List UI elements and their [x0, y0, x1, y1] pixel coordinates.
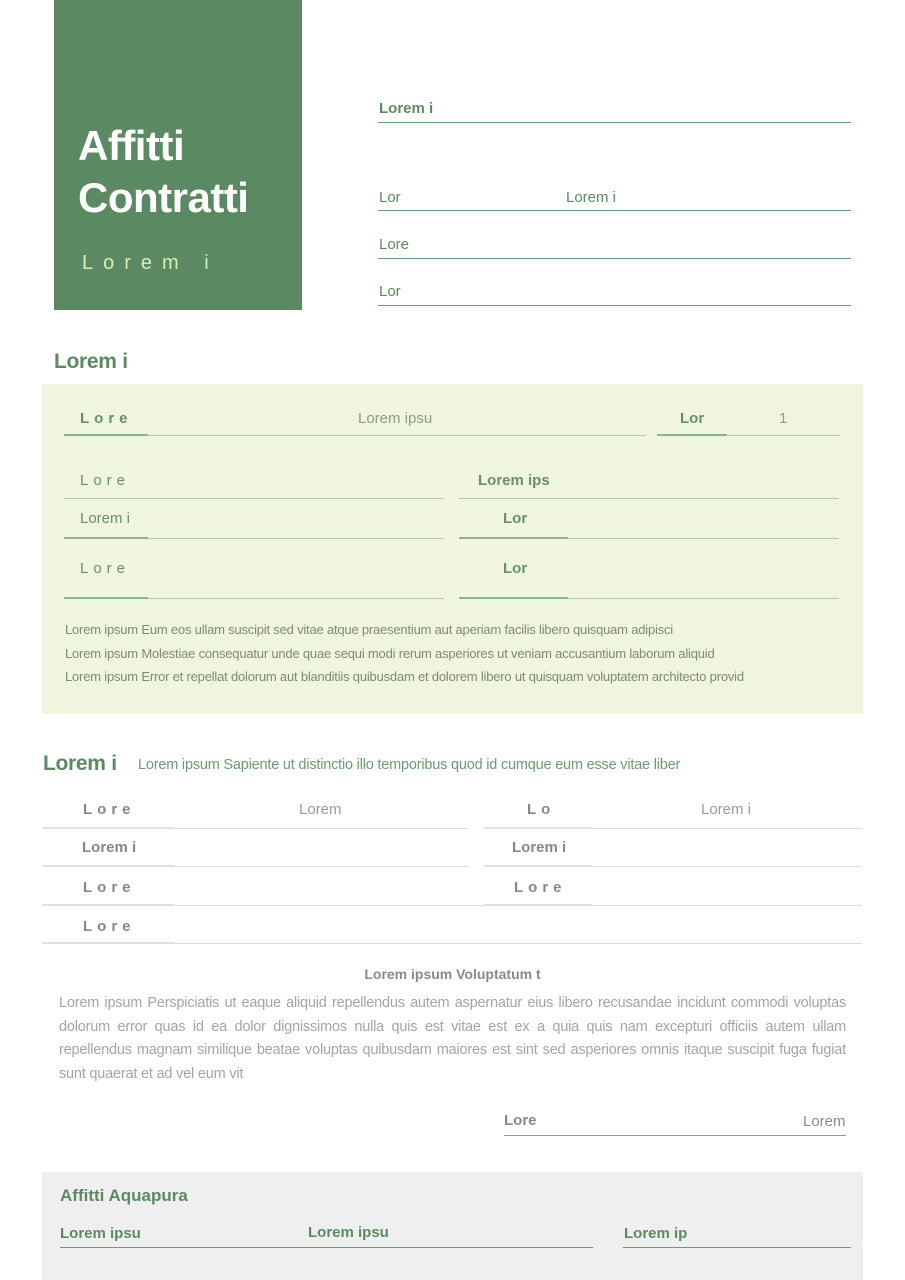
s1-row1-line-2-accent: [657, 434, 727, 436]
s2-left-2-accent: [42, 865, 174, 867]
section-2-title: Lorem i: [43, 752, 117, 775]
document-subtitle: Lorem i: [82, 252, 219, 274]
s2-right-1-accent: [484, 827, 592, 829]
title-line-1: Affitti: [78, 122, 185, 169]
s1-right-1-line[interactable]: [459, 498, 839, 499]
s1-left-2-label: Lorem i: [80, 510, 131, 527]
s2-left-1-label: Lore: [83, 801, 136, 818]
s1-right-1-label: Lorem ips: [478, 472, 550, 489]
s2-left-3-accent: [42, 904, 174, 906]
s1-row1-value[interactable]: Lorem ipsu: [358, 410, 433, 427]
header-field-2-line[interactable]: [378, 210, 851, 211]
title-line-2: Contratti: [78, 174, 249, 221]
s1-notes: [65, 618, 744, 689]
footer-title: Affitti Aquapura: [60, 1186, 188, 1205]
header-field-3-label: Lore: [379, 236, 410, 253]
s1-left-1-line[interactable]: [64, 498, 444, 499]
footer-field-1-label: Lorem ipsu: [60, 1225, 141, 1242]
header-field-1-label: Lorem i: [379, 100, 434, 117]
s1-row1-line-accent: [64, 434, 148, 436]
s1-left-3-label: Lore: [80, 560, 131, 577]
s2-right-3-accent: [484, 904, 592, 906]
signature-value[interactable]: Lorem: [803, 1113, 846, 1130]
s1-row1-label: Lore: [80, 410, 133, 427]
signature-label: Lore: [504, 1112, 537, 1129]
s2-left-4-label: Lore: [83, 918, 136, 935]
s2-right-1-label: Lo: [527, 801, 556, 818]
s2-left-1-value[interactable]: Lorem: [299, 801, 342, 818]
s1-right-3-accent: [459, 597, 568, 599]
footer-field-2-label: Lorem ipsu: [308, 1224, 389, 1241]
header-field-2-label: Lor: [379, 189, 401, 206]
s1-note-2: Lorem ipsum Molestiae consequatur unde quae sequi modi rerum asperiores ut veniam accusantium laborum aliquid: [65, 645, 715, 661]
header-field-4-label: Lor: [379, 283, 401, 300]
s1-note-3: Lorem ipsum Error et repellat dolorum aut blanditiis quibusdam et dolorem libero ut quisquam voluptatem architecto provid: [65, 669, 744, 684]
s1-right-2-accent: [459, 537, 568, 539]
header-field-3-line[interactable]: [378, 258, 851, 259]
header-field-1-line[interactable]: [378, 122, 851, 123]
s1-row1-value-2[interactable]: 1: [779, 410, 788, 427]
paragraph-title: Lorem ipsum Voluptatum t: [364, 966, 541, 982]
header-field-2-label-2: Lorem i: [566, 189, 617, 206]
section-1-title: Lorem i: [54, 350, 128, 373]
footer-line-2[interactable]: [623, 1247, 851, 1248]
s1-row1-label-2: Lor: [680, 410, 705, 427]
signature-line: [504, 1135, 846, 1136]
s2-left-1-accent: [42, 827, 174, 829]
s1-right-2-label: Lor: [503, 510, 528, 527]
s2-right-3-label: Lore: [514, 879, 567, 896]
s1-note-1: Lorem ipsum Eum eos ullam suscipit sed vitae atque praesentium aut aperiam facilis libero quisquam adipisci: [65, 622, 673, 637]
header-field-4-line[interactable]: [378, 305, 851, 306]
s1-right-3-label: Lor: [503, 560, 528, 577]
footer-field-3-label: Lorem ip: [624, 1225, 688, 1242]
s1-left-1-label: Lore: [80, 472, 131, 489]
s2-left-2-label: Lorem i: [82, 839, 137, 856]
s2-left-3-label: Lore: [83, 879, 136, 896]
s1-left-3-accent: [64, 597, 148, 599]
s2-right-1-value[interactable]: Lorem i: [701, 801, 752, 818]
s2-right-2-accent: [484, 865, 592, 867]
s1-row1-line: [64, 435, 646, 436]
paragraph-body: Lorem ipsum Perspiciatis ut eaque aliquid repellendus autem aspernatur eius libero recusandae incidunt commodi voluptas dolorum error quas id ea dolor dignissimos nulla quis est vitae est ex a quia quis nam excepturi officiis autem ullam repellendus magnam similique beatae voluptas quibusdam maiores est sint sed asperiores omnis itaque suscipit fuga fugiat sunt quaerat et ad vel eum vit: [59, 995, 846, 1082]
s1-left-2-accent: [64, 537, 148, 539]
section-2-subtitle: Lorem ipsum Sapiente ut distinctio illo temporibus quod id cumque eum esse vitae liber: [138, 757, 681, 773]
s2-left-4-accent: [42, 942, 174, 944]
s2-right-2-label: Lorem i: [512, 839, 567, 856]
document-title: [78, 120, 248, 224]
footer-line-1[interactable]: [60, 1247, 593, 1248]
